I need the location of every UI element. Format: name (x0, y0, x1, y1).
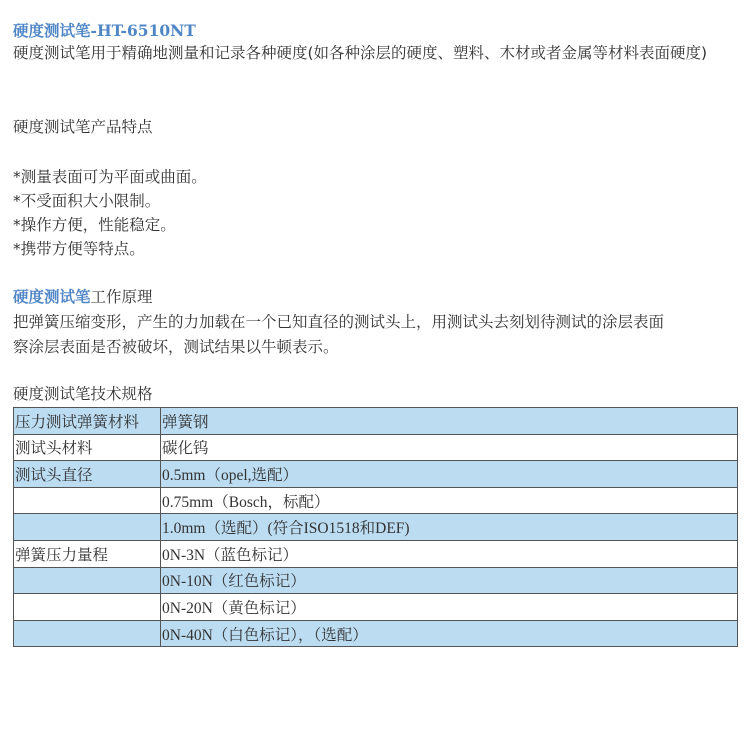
spec-value: 0N-10N（红色标记） (161, 567, 738, 594)
specs-heading: 硬度测试笔技术规格 (13, 385, 153, 403)
product-title (13, 21, 196, 41)
spec-label (14, 487, 161, 514)
spec-value: 碳化钨 (161, 434, 738, 461)
principle-text-line: 把弹簧压缩变形，产生的力加载在一个已知直径的测试头上，用测试头去刻划待测试的涂层表面 (13, 313, 665, 331)
table-row (14, 514, 738, 541)
spec-label (14, 514, 161, 541)
table-row (14, 540, 738, 567)
spec-value: 0N-3N（蓝色标记） (161, 540, 738, 567)
feature-item: *携带方便等特点。 (13, 240, 145, 258)
spec-value: 0.75mm（Bosch，标配） (161, 487, 738, 514)
spec-label: 弹簧压力量程 (14, 540, 161, 567)
principle-heading (13, 285, 153, 309)
spec-value: 0.5mm（opel,选配） (161, 461, 738, 488)
principle-text-line: 察涂层表面是否被破坏，测试结果以牛顿表示。 (13, 338, 339, 356)
table-row (14, 594, 738, 621)
spec-label (14, 594, 161, 621)
spec-label: 测试头材料 (14, 434, 161, 461)
feature-item: *不受面积大小限制。 (13, 192, 161, 210)
feature-item: *测量表面可为平面或曲面。 (13, 168, 207, 186)
features-list (13, 165, 207, 261)
features-heading: 硬度测试笔产品特点 (13, 118, 153, 136)
table-row (14, 408, 738, 435)
table-row (14, 487, 738, 514)
spec-value: 0N-40N（白色标记），（选配） (161, 620, 738, 647)
spec-value: 1.0mm（选配）(符合ISO1518和DEF) (161, 514, 738, 541)
spec-label (14, 620, 161, 647)
product-name: 硬度测试笔 (13, 22, 91, 40)
spec-label: 测试头直径 (14, 461, 161, 488)
principle-heading-product: 硬度测试笔 (13, 288, 91, 306)
table-row (14, 567, 738, 594)
principle-heading-rest: 工作原理 (90, 288, 153, 306)
table-row (14, 461, 738, 488)
product-model: -HT-6510NT (90, 21, 196, 40)
specs-table (13, 407, 738, 647)
spec-value: 弹簧钢 (161, 408, 738, 435)
spec-value: 0N-20N（黄色标记） (161, 594, 738, 621)
spec-label (14, 567, 161, 594)
table-row (14, 434, 738, 461)
intro-paragraph: 硬度测试笔用于精确地测量和记录各种硬度(如各种涂层的硬度、塑料、木材或者金属等材料表面硬度) (13, 44, 708, 62)
spec-label: 压力测试弹簧材料 (14, 408, 161, 435)
table-row (14, 620, 738, 647)
feature-item: *操作方便，性能稳定。 (13, 216, 176, 234)
